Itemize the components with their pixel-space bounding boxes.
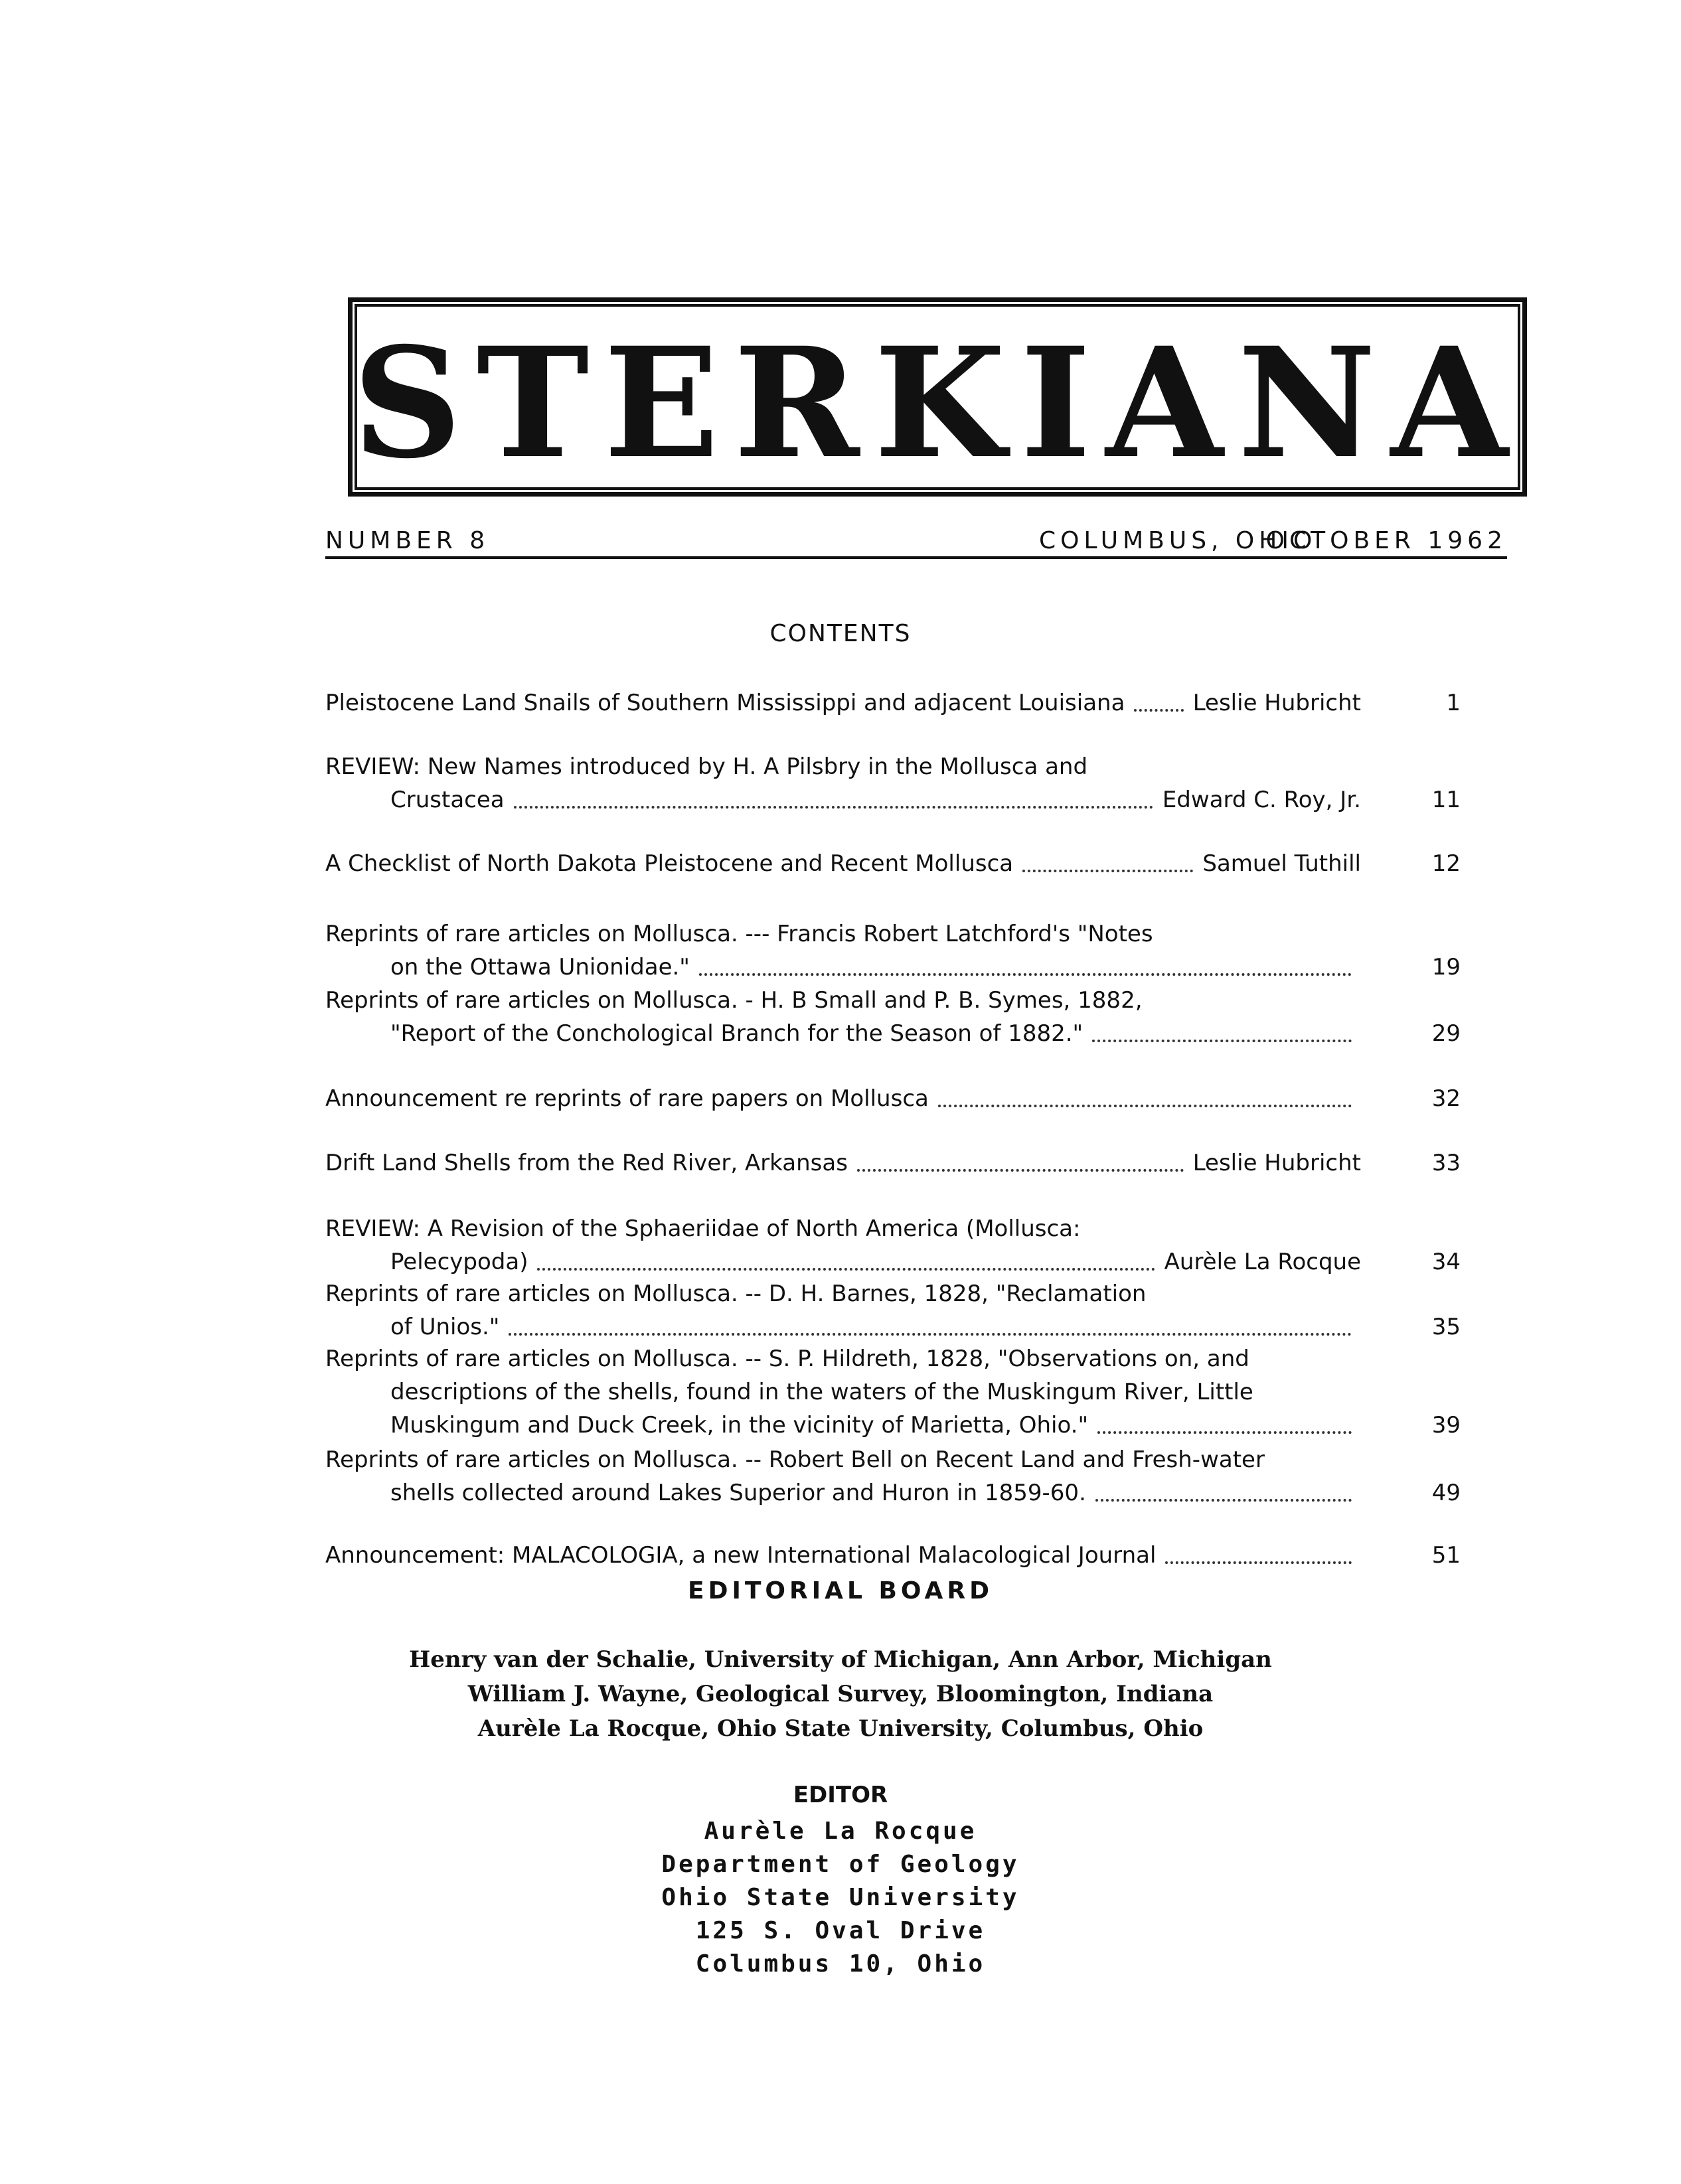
toc-entry-line: [325, 686, 1461, 720]
toc-entry-text: Pleistocene Land Snails of Southern Mississippi and adjacent Louisiana: [325, 690, 1125, 716]
dot-leader: [1092, 1039, 1352, 1042]
contents-heading: CONTENTS: [769, 620, 912, 647]
toc-entry-line: [325, 951, 1461, 984]
editor-address: [0, 1815, 1681, 1981]
toc-entry-line: [325, 1017, 1461, 1050]
toc-entry-author: Leslie Hubricht: [1192, 690, 1361, 716]
toc-entry-text: Reprints of rare articles on Mollusca. --- Francis Robert Latchford's "Notes: [325, 921, 1153, 947]
dot-leader: [537, 1267, 1155, 1271]
toc-entry: [325, 1082, 1461, 1115]
toc-entry: [325, 1443, 1461, 1510]
toc-entry-text: A Checklist of North Dakota Pleistocene and Recent Mollusca: [325, 850, 1014, 877]
toc-entry-line: [325, 984, 1461, 1017]
toc-entry-text: of Unios.": [390, 1314, 500, 1340]
toc-entry-line: [325, 1277, 1461, 1310]
toc-entry-line: [325, 1375, 1461, 1409]
dot-leader: [514, 805, 1153, 809]
toc-entry: [325, 847, 1461, 880]
toc-entry-line: [325, 1082, 1461, 1115]
toc-entry-line: [325, 917, 1461, 951]
toc-page-number: 19: [1431, 954, 1461, 980]
toc-page-number: 1: [1446, 690, 1461, 716]
editor-address-line: Ohio State University: [661, 1884, 1020, 1911]
issue-line: [325, 527, 1507, 559]
toc-page-number: 35: [1431, 1314, 1461, 1340]
toc-entry: [325, 1212, 1461, 1279]
toc-entry-text: Reprints of rare articles on Mollusca. -- S. P. Hildreth, 1828, "Observations on, and: [325, 1346, 1249, 1372]
journal-title: STERKIANA: [353, 314, 1523, 492]
editor-address-line: Columbus 10, Ohio: [695, 1950, 986, 1978]
toc-entry-text: on the Ottawa Unionidae.": [390, 954, 690, 980]
toc-entry-text: Reprints of rare articles on Mollusca. - H. B Small and P. B. Symes, 1882,: [325, 987, 1143, 1014]
toc-entry-line: [325, 750, 1461, 783]
toc-entry-text: Reprints of rare articles on Mollusca. -- D. H. Barnes, 1828, "Reclamation: [325, 1281, 1147, 1307]
toc-entry-line: [325, 847, 1461, 880]
toc-entry-text: REVIEW: A Revision of the Sphaeriidae of North America (Mollusca:: [325, 1215, 1081, 1242]
toc-page-number: 49: [1431, 1480, 1461, 1506]
dot-leader: [857, 1168, 1184, 1172]
toc-entry: [325, 750, 1461, 817]
toc-entry-author: Edward C. Roy, Jr.: [1162, 787, 1361, 813]
board-member: Aurèle La Rocque, Ohio State University, Columbus, Ohio: [477, 1715, 1204, 1742]
toc-entry-text: "Report of the Conchological Branch for the Season of 1882.": [390, 1020, 1083, 1047]
dot-leader: [1134, 708, 1183, 712]
editor-address-line: Department of Geology: [661, 1851, 1020, 1878]
toc-entry-text: Drift Land Shells from the Red River, Arkansas: [325, 1150, 848, 1176]
toc-entry-author: Aurèle La Rocque: [1164, 1249, 1361, 1275]
toc-entry-text: Announcement re reprints of rare papers on Mollusca: [325, 1085, 929, 1112]
dot-leader: [1165, 1561, 1352, 1564]
toc-entry-author: Samuel Tuthill: [1202, 850, 1361, 877]
toc-entry: [325, 1277, 1461, 1344]
toc-page-number: 29: [1431, 1020, 1461, 1047]
toc-entry-line: [325, 1539, 1461, 1572]
toc-entry-line: [325, 1245, 1461, 1279]
toc-entry-line: [325, 1342, 1461, 1375]
toc-entry-text: Reprints of rare articles on Mollusca. -- Robert Bell on Recent Land and Fresh-water: [325, 1446, 1265, 1473]
toc-entry-line: [325, 1443, 1461, 1476]
toc-entry: [325, 1146, 1461, 1180]
toc-page-number: 39: [1431, 1412, 1461, 1439]
toc-entry-line: [325, 1212, 1461, 1245]
toc-entry-text: Crustacea: [390, 787, 505, 813]
toc-entry: [325, 686, 1461, 720]
toc-entry-line: [325, 1310, 1461, 1344]
toc-entry-line: [325, 1146, 1461, 1180]
toc-entry-text: Muskingum and Duck Creek, in the vicinity of Marietta, Ohio.": [390, 1412, 1089, 1439]
editor-heading: EDITOR: [793, 1782, 888, 1808]
board-member: Henry van der Schalie, University of Michigan, Ann Arbor, Michigan: [409, 1646, 1272, 1673]
toc-page-number: 12: [1431, 850, 1461, 877]
toc-entry: [325, 1539, 1461, 1572]
toc-entry-text: descriptions of the shells, found in the waters of the Muskingum River, Little: [390, 1379, 1253, 1405]
dot-leader: [509, 1332, 1352, 1336]
masthead-frame: [348, 297, 1527, 497]
toc-entry: [325, 917, 1461, 984]
toc-page-number: 11: [1431, 787, 1461, 813]
issue-number: NUMBER 8: [325, 527, 490, 554]
toc-entry-line: [325, 783, 1461, 817]
editorial-board-list: [0, 1642, 1681, 1746]
dot-leader: [1095, 1498, 1352, 1502]
editor-address-line: 125 S. Oval Drive: [695, 1917, 986, 1944]
toc-entry-author: Leslie Hubricht: [1192, 1150, 1361, 1176]
toc-entry-text: REVIEW: New Names introduced by H. A Pilsbry in the Mollusca and: [325, 753, 1088, 780]
board-member: William J. Wayne, Geological Survey, Bloomington, Indiana: [467, 1681, 1214, 1707]
dot-leader: [1022, 869, 1193, 872]
issue-place: COLUMBUS, OHIO: [1039, 527, 1317, 554]
dot-leader: [699, 973, 1352, 976]
dot-leader: [938, 1104, 1352, 1107]
toc-page-number: 32: [1431, 1085, 1461, 1112]
toc-entry-line: [325, 1476, 1461, 1510]
toc-page-number: 51: [1431, 1542, 1461, 1569]
toc-page-number: 33: [1431, 1150, 1461, 1176]
toc-entry-text: Announcement: MALACOLOGIA, a new International Malacological Journal: [325, 1542, 1157, 1569]
editor-address-line: Aurèle La Rocque: [704, 1818, 977, 1845]
toc-entry-line: [325, 1409, 1461, 1442]
editorial-board-heading: EDITORIAL BOARD: [687, 1577, 994, 1604]
toc-page-number: 34: [1431, 1249, 1461, 1275]
dot-leader: [1097, 1431, 1352, 1434]
toc-entry: [325, 984, 1461, 1050]
issue-date: OCTOBER 1962: [1265, 527, 1507, 554]
toc-entry-text: shells collected around Lakes Superior and Huron in 1859-60.: [390, 1480, 1086, 1506]
toc-entry: [325, 1342, 1461, 1442]
toc-entry-text: Pelecypoda): [390, 1249, 528, 1275]
